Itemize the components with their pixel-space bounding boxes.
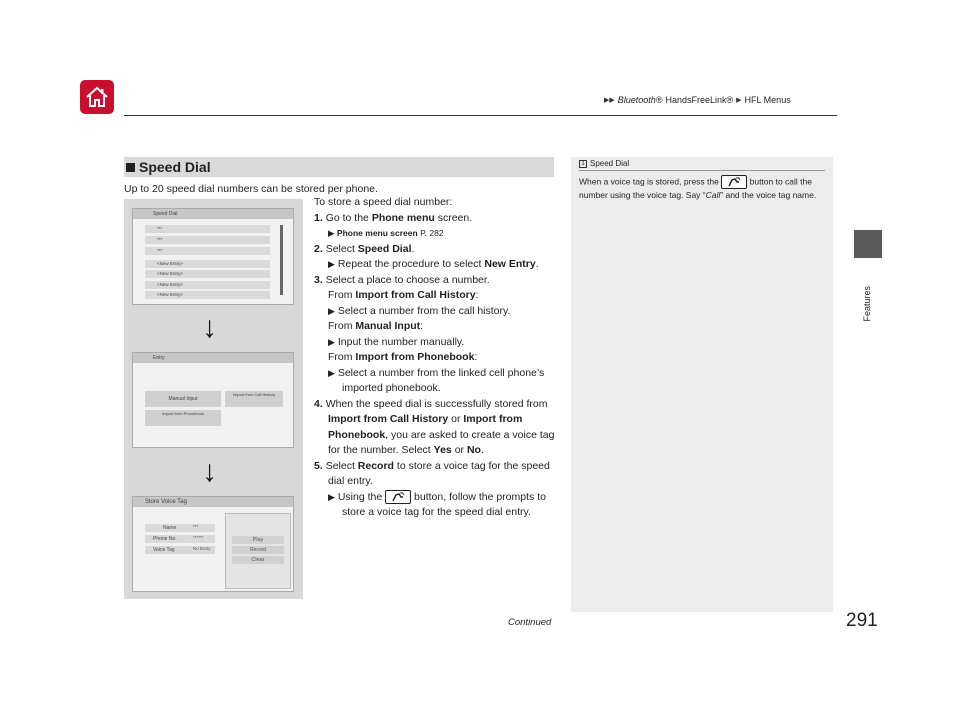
step-4: 4. When the speed dial is successfully stored from Import from Call History or Import from Phonebook, you are asked to create a voice tag for the number. Select Yes or No. bbox=[314, 397, 555, 456]
voice-tag-menu bbox=[225, 513, 291, 589]
step-term: Manual Input bbox=[355, 320, 421, 332]
entry-screen bbox=[132, 352, 294, 448]
step-5 bbox=[314, 459, 556, 490]
square-bullet-icon bbox=[126, 163, 135, 172]
step-text: to store a voice tag for the speed dial entry. bbox=[328, 459, 550, 487]
step-term: Import from Call History bbox=[355, 289, 476, 301]
intro-text: Up to 20 speed dial numbers can be stored per phone. bbox=[124, 183, 378, 195]
step-substep bbox=[314, 366, 556, 397]
step-term: Record bbox=[357, 459, 394, 472]
breadcrumb bbox=[604, 95, 791, 105]
section-tab[interactable] bbox=[854, 230, 882, 258]
breadcrumb-item[interactable]: HFL Menus bbox=[744, 95, 791, 105]
step-substep: ▶ Repeat the procedure to select New Entry. bbox=[328, 258, 539, 270]
step-substep bbox=[314, 304, 556, 320]
arrow-right-icon: ▶ bbox=[328, 305, 335, 316]
clear-option: Clear bbox=[232, 556, 284, 564]
note-text: When a voice tag is stored, press the bbox=[579, 176, 719, 187]
history-option: Import from Call History bbox=[225, 391, 283, 407]
step-substep bbox=[314, 490, 556, 521]
step-number: 5. bbox=[314, 459, 323, 472]
step-text: button, follow the prompts to store a voice tag for the speed dial entry. bbox=[342, 490, 546, 518]
screen-title: Store Voice Tag bbox=[133, 497, 293, 507]
list-item: <New Entry> bbox=[145, 281, 270, 289]
step-option: From Import from Phonebook: bbox=[328, 351, 478, 363]
arrow-right-icon: ▶ bbox=[328, 259, 335, 269]
screen-title: Entry bbox=[133, 353, 293, 363]
field-label: Name bbox=[145, 524, 215, 532]
step-1 bbox=[314, 211, 556, 227]
ref-page: P. 282 bbox=[420, 228, 444, 238]
home-icon bbox=[85, 86, 109, 108]
record-option: Record bbox=[232, 546, 284, 554]
step-term: No bbox=[466, 444, 481, 456]
arrow-right-icon: ▶▶ bbox=[604, 97, 615, 104]
steps-lead: To store a speed dial number: bbox=[314, 196, 453, 208]
step-option: From Manual Input: bbox=[328, 320, 424, 332]
step-number: 1. bbox=[314, 211, 323, 224]
sidebar-text bbox=[579, 175, 825, 202]
page-number: 291 bbox=[846, 610, 878, 631]
step-2: 2. Select Speed Dial. bbox=[314, 242, 415, 255]
talk-button-icon bbox=[385, 490, 411, 504]
step-text: Select a place to choose a number. bbox=[325, 273, 490, 286]
step-text: From bbox=[328, 289, 353, 301]
manual-input-option: Manual Input bbox=[145, 391, 221, 407]
step-term: Yes bbox=[433, 444, 452, 456]
list-item: <New Entry> bbox=[145, 270, 270, 278]
step-3 bbox=[314, 273, 556, 289]
scrollbar bbox=[280, 225, 283, 295]
step-number: 4. bbox=[314, 397, 323, 410]
arrow-right-icon: ▶ bbox=[328, 491, 335, 502]
continued-label: Continued bbox=[508, 617, 552, 628]
step-term: New Entry bbox=[484, 258, 536, 270]
arrow-right-icon: ▶ bbox=[328, 367, 335, 378]
step-text: When the speed dial is successfully stored from bbox=[325, 397, 548, 410]
play-option: Play bbox=[232, 536, 284, 544]
note-text: button to call the number using the voice tag. Say “ bbox=[579, 176, 812, 200]
step-substep bbox=[314, 335, 556, 351]
step-text: Select a number from the linked cell phone’s imported phonebook. bbox=[337, 366, 545, 394]
step-text: or bbox=[451, 413, 461, 425]
sidebar-divider bbox=[579, 170, 825, 171]
field-label: Voice Tag bbox=[145, 546, 215, 554]
header-divider bbox=[124, 115, 837, 116]
step-option: From Import from Call History: bbox=[328, 289, 479, 301]
step-text: or bbox=[454, 444, 465, 456]
sidebar-title: Speed Dial bbox=[590, 159, 630, 168]
speed-dial-screen bbox=[132, 208, 294, 305]
section-title: Speed Dial bbox=[139, 159, 211, 175]
step-term: Phone menu bbox=[371, 211, 435, 224]
step-term: Speed Dial bbox=[357, 242, 412, 255]
ref-icon: ▶ bbox=[328, 228, 335, 238]
step-text: From bbox=[328, 351, 353, 363]
step-number: 2. bbox=[314, 242, 323, 255]
ref-title: Phone menu screen bbox=[336, 228, 418, 238]
note-number: 1 bbox=[579, 160, 587, 168]
step-text: From bbox=[328, 320, 353, 332]
step-text: Go to the bbox=[325, 211, 369, 224]
phonebook-option: Import from Phonebook bbox=[145, 410, 221, 426]
talk-button-icon bbox=[721, 175, 747, 189]
step-text: Select bbox=[325, 242, 355, 255]
home-button[interactable] bbox=[80, 80, 114, 114]
procedure-steps bbox=[314, 195, 556, 521]
note-emphasis: Call bbox=[705, 190, 721, 200]
section-heading bbox=[124, 157, 554, 177]
list-item: *** bbox=[145, 236, 270, 244]
field-value: *** bbox=[193, 524, 199, 529]
arrow-down-icon: ↓ bbox=[202, 455, 217, 488]
step-number: 3. bbox=[314, 273, 323, 286]
list-item: *** bbox=[145, 225, 270, 233]
field-value: No Entry bbox=[193, 546, 211, 551]
breadcrumb-item[interactable]: Bluetooth® bbox=[617, 95, 663, 105]
arrow-right-icon: ▶ bbox=[328, 336, 335, 347]
breadcrumb-item[interactable]: HandsFreeLink® bbox=[665, 95, 734, 105]
step-text: Repeat the procedure to select bbox=[337, 258, 482, 270]
step-text: , you are asked to create a voice tag for the number. Select bbox=[328, 428, 555, 456]
step-text: Select a number from the call history. bbox=[337, 304, 511, 317]
step-text: Input the number manually. bbox=[337, 335, 465, 348]
step-text: Select bbox=[325, 459, 355, 472]
field-value: ****** bbox=[193, 535, 204, 540]
sidebar-note bbox=[571, 157, 833, 612]
sidebar-heading bbox=[579, 159, 629, 168]
step-term: Import from Phonebook bbox=[355, 351, 475, 363]
note-text: ” and the voice tag name. bbox=[720, 190, 817, 200]
page-reference[interactable] bbox=[314, 226, 556, 242]
arrow-right-icon: ▶ bbox=[736, 97, 742, 104]
field-label: Phone No. bbox=[145, 535, 215, 543]
step-text: Using the bbox=[337, 490, 383, 503]
step-term: Import from Call History bbox=[328, 413, 449, 425]
store-voice-tag-screen bbox=[132, 496, 294, 592]
list-item: <New Entry> bbox=[145, 260, 270, 268]
list-item: *** bbox=[145, 247, 270, 255]
screen-title: Speed Dial bbox=[133, 209, 293, 219]
step-term: Import from Phonebook bbox=[328, 413, 523, 441]
section-label: Features bbox=[862, 286, 872, 322]
step-text: screen. bbox=[437, 211, 473, 224]
list-item: <New Entry> bbox=[145, 291, 270, 299]
arrow-down-icon: ↓ bbox=[202, 311, 217, 344]
screenshot-column bbox=[124, 199, 303, 599]
